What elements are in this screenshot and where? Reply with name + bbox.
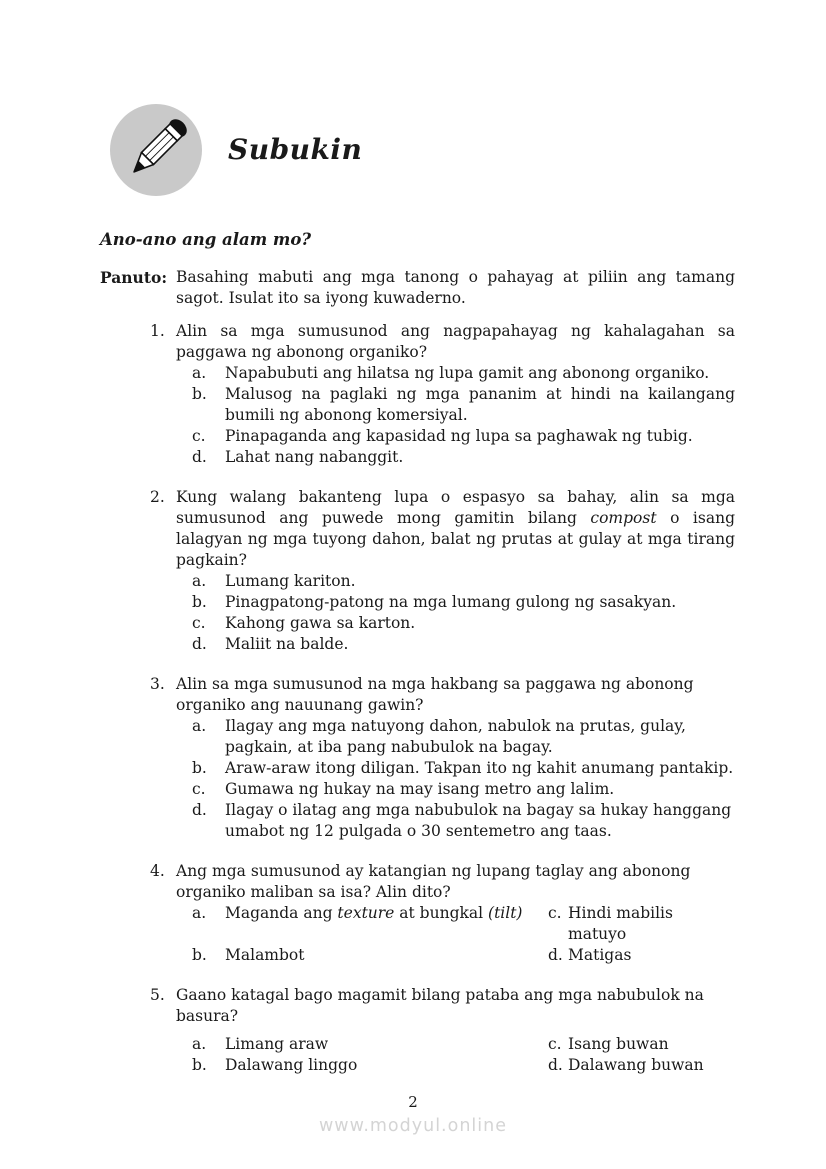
option-letter: d. xyxy=(548,1056,563,1074)
question-3 xyxy=(150,674,735,842)
option-text: Isang buwan xyxy=(568,1035,669,1053)
option-letter: c. xyxy=(192,614,206,632)
option-text: Napabubuti ang hilatsa ng lupa gamit ang abonong organiko. xyxy=(225,364,710,382)
option-c xyxy=(548,903,735,945)
option-c xyxy=(192,779,735,800)
question-3-text: Alin sa mga sumusunod na mga hakbang sa paggawa ng abonong organiko ang nauunang gawin? xyxy=(176,675,694,714)
page-title: Subukin xyxy=(228,133,363,166)
option-text: Dalawang buwan xyxy=(568,1056,704,1074)
question-5-text: Gaano katagal bago magamit bilang pataba ang mga nabubulok na basura? xyxy=(176,986,704,1025)
option-text: Kahong gawa sa karton. xyxy=(225,614,416,632)
option-letter: b. xyxy=(192,1056,207,1074)
section-header xyxy=(110,104,362,196)
question-4-number: 4. xyxy=(150,862,165,880)
option-letter: d. xyxy=(192,448,207,466)
option-text: Gumawa ng hukay na may isang metro ang lalim. xyxy=(225,780,615,798)
option-b xyxy=(192,1055,548,1076)
option-text: Matigas xyxy=(568,946,632,964)
option-letter: c. xyxy=(548,1035,562,1053)
question-3-options xyxy=(192,716,735,842)
option-b xyxy=(192,592,735,613)
option-letter: d. xyxy=(192,635,207,653)
pencil-icon xyxy=(110,104,202,196)
option-letter: b. xyxy=(192,385,207,403)
question-4-text: Ang mga sumusunod ay katangian ng lupang taglay ang abonong organiko maliban sa isa? Alin dito? xyxy=(176,862,691,901)
question-4-options xyxy=(192,903,735,966)
question-3-body xyxy=(176,674,735,842)
option-c xyxy=(192,426,735,447)
option-text: Araw-araw itong diligan. Takpan ito ng kahit anumang pantakip. xyxy=(225,759,734,777)
option-letter: a. xyxy=(192,572,207,590)
question-2 xyxy=(150,487,735,655)
option-text: Pinagpatong-patong na mga lumang gulong ng sasakyan. xyxy=(225,593,677,611)
option-d xyxy=(548,1055,735,1076)
option-letter: c. xyxy=(192,427,206,445)
option-text: Maliit na balde. xyxy=(225,635,349,653)
option-d xyxy=(192,634,735,655)
option-b xyxy=(192,758,735,779)
question-1-number: 1. xyxy=(150,322,165,340)
question-1-body xyxy=(176,321,735,468)
option-letter: a. xyxy=(192,1035,207,1053)
option-text: Pinapaganda ang kapasidad ng lupa sa paghawak ng tubig. xyxy=(225,427,693,445)
question-3-number: 3. xyxy=(150,675,165,693)
option-letter: c. xyxy=(548,904,562,922)
option-a xyxy=(192,903,548,945)
question-4-body xyxy=(176,861,735,966)
question-2-number: 2. xyxy=(150,488,165,506)
option-text: Limang araw xyxy=(225,1035,329,1053)
question-5-number: 5. xyxy=(150,986,165,1004)
option-letter: a. xyxy=(192,904,207,922)
option-c xyxy=(192,613,735,634)
question-2-text: Kung walang bakanteng lupa o espasyo sa bahay, alin sa mga sumusunod ang puwede mong gamitin bilang compost o isang lalagyan ng mga tuyong dahon, balat ng prutas at gulay at mga tirang pagkain? xyxy=(176,488,735,569)
option-b xyxy=(192,945,548,966)
questions-list xyxy=(150,321,735,1076)
option-letter: a. xyxy=(192,364,207,382)
option-letter: b. xyxy=(192,759,207,777)
option-text: Lumang kariton. xyxy=(225,572,356,590)
question-1 xyxy=(150,321,735,468)
option-letter: b. xyxy=(192,946,207,964)
option-text: Ilagay ang mga natuyong dahon, nabulok na prutas, gulay, pagkain, at iba pang nabubulok na bagay. xyxy=(225,717,686,756)
option-a xyxy=(192,571,735,592)
option-text: Dalawang linggo xyxy=(225,1056,358,1074)
instructions-text: Basahing mabuti ang mga tanong o pahayag at piliin ang tamang sagot. Isulat ito sa iyong kuwaderno. xyxy=(176,268,735,307)
instructions xyxy=(100,267,735,309)
instructions-label: Panuto: xyxy=(100,268,168,287)
question-2-body xyxy=(176,487,735,655)
watermark: www.modyul.online xyxy=(318,1116,507,1136)
question-1-options xyxy=(192,363,735,468)
question-2-options xyxy=(192,571,735,655)
option-letter: d. xyxy=(548,946,563,964)
question-4 xyxy=(150,861,735,966)
option-d xyxy=(192,800,735,842)
subheading: Ano-ano ang alam mo? xyxy=(100,230,312,249)
option-text: Malambot xyxy=(225,946,305,964)
question-5-options xyxy=(192,1034,735,1076)
page-number: 2 xyxy=(408,1093,418,1111)
option-text: Malusog na paglaki ng mga pananim at hindi na kailangang bumili ng abonong komersiyal. xyxy=(225,385,735,424)
option-a xyxy=(192,363,735,384)
option-text: Maganda ang texture at bungkal (tilt) xyxy=(225,904,523,922)
question-5 xyxy=(150,985,735,1076)
option-b xyxy=(192,384,735,426)
option-text: Lahat nang nabanggit. xyxy=(225,448,404,466)
option-letter: a. xyxy=(192,717,207,735)
option-letter: c. xyxy=(192,780,206,798)
question-1-text: Alin sa mga sumusunod ang nagpapahayag ng kahalagahan sa paggawa ng abonong organiko? xyxy=(176,322,735,361)
option-a xyxy=(192,716,735,758)
page-content xyxy=(100,229,735,1076)
option-letter: b. xyxy=(192,593,207,611)
option-d xyxy=(548,945,735,966)
option-text: Ilagay o ilatag ang mga nabubulok na bagay sa hukay hanggang umabot ng 12 pulgada o 30 sentemetro ang taas. xyxy=(225,801,732,840)
option-letter: d. xyxy=(192,801,207,819)
option-c xyxy=(548,1034,735,1055)
option-d xyxy=(192,447,735,468)
question-5-body xyxy=(176,985,735,1076)
option-a xyxy=(192,1034,548,1055)
option-text: Hindi mabilis matuyo xyxy=(568,904,673,943)
